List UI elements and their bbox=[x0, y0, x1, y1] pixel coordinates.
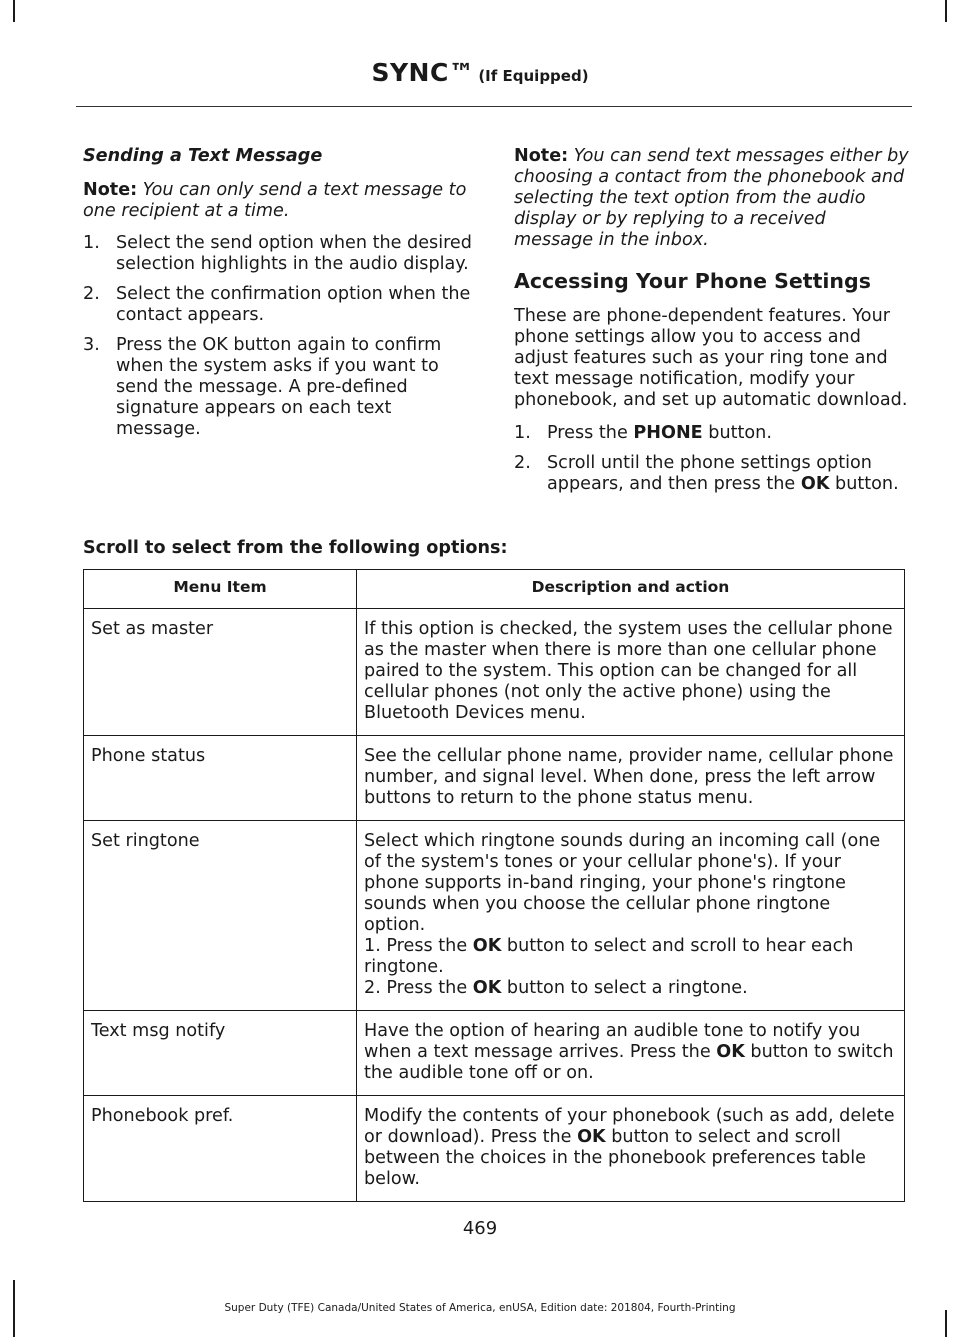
description-text: Select which ringtone sounds during an incoming call (one of the system's tones or your cellular phone's). If your phone supports in-band ringing, your phone's ringtone sounds when you choose the cellular phone ringtone option. bbox=[364, 831, 881, 935]
step-text: button. bbox=[702, 423, 772, 443]
intro-paragraph: These are phone-dependent features. Your phone settings allow you to access and adjust features such as your ring tone and text message notification, modify your phonebook, and set up automatic download. bbox=[514, 306, 908, 410]
step-text: 2. Press the bbox=[364, 978, 473, 998]
step-text: Scroll until the phone settings option appears, and then press the bbox=[547, 453, 872, 494]
step-text: 1. Press the bbox=[364, 936, 473, 956]
header-title: SYNC™ bbox=[371, 58, 475, 87]
description-step bbox=[364, 978, 897, 999]
step-text: Select the send option when the desired selection highlights in the audio display. bbox=[116, 233, 472, 274]
note-text: You can only send a text message to one recipient at a time. bbox=[83, 180, 467, 221]
list-item bbox=[83, 233, 478, 275]
phone-button-label: PHONE bbox=[633, 423, 703, 443]
note-one-recipient bbox=[83, 180, 478, 222]
step-number: 3. bbox=[83, 335, 100, 355]
menu-item-cell: Phone status bbox=[84, 736, 357, 821]
description-cell bbox=[357, 1096, 905, 1202]
description-cell bbox=[357, 821, 905, 1011]
menu-item-cell: Set ringtone bbox=[84, 821, 357, 1011]
left-column bbox=[83, 146, 478, 449]
menu-item-cell: Text msg notify bbox=[84, 1011, 357, 1096]
ok-button-label: OK bbox=[716, 1042, 745, 1062]
header-divider bbox=[76, 106, 912, 107]
ok-button-label: OK bbox=[577, 1127, 606, 1147]
step-number: 1. bbox=[514, 423, 531, 443]
list-item bbox=[514, 453, 910, 495]
column-header-description: Description and action bbox=[357, 570, 905, 609]
send-steps-list bbox=[83, 233, 478, 440]
menu-item-cell: Set as master bbox=[84, 609, 357, 736]
table-header-row bbox=[84, 570, 905, 609]
description-text: Have the option of hearing an audible tone to notify you when a text message arrives. Press the bbox=[364, 1021, 861, 1062]
footer-edition-info: Super Duty (TFE) Canada/United States of America, enUSA, Edition date: 201804, Fourth-Printing bbox=[224, 1302, 736, 1314]
ok-button-label: OK bbox=[800, 474, 830, 494]
table-heading: Scroll to select from the following options: bbox=[83, 538, 508, 558]
header-subtitle: (If Equipped) bbox=[478, 67, 589, 85]
note-label: Note: bbox=[83, 180, 138, 200]
description-text: button to select and scroll between the choices in the phonebook preferences table below. bbox=[364, 1127, 866, 1189]
table-row bbox=[84, 821, 905, 1011]
menu-item-cell: Phonebook pref. bbox=[84, 1096, 357, 1202]
section-heading-phone-settings: Accessing Your Phone Settings bbox=[514, 269, 871, 293]
step-text: Press the OK button again to confirm when the system asks if you want to send the message. A pre-defined signature appears on each text message. bbox=[116, 335, 442, 439]
ok-button-label: OK bbox=[472, 936, 502, 956]
description-cell: If this option is checked, the system uses the cellular phone as the master when there is more than one cellular phone paired to the system. This option can be changed for all cellular phones (not only the active phone) using the Bluetooth Devices menu. bbox=[357, 609, 905, 736]
crop-mark-top-right bbox=[945, 0, 947, 22]
step-text: Press the bbox=[547, 423, 634, 443]
step-text: button to select and scroll to hear each ringtone. bbox=[364, 936, 854, 977]
table-row bbox=[84, 736, 905, 821]
list-item bbox=[514, 423, 910, 444]
table-row bbox=[84, 1011, 905, 1096]
subheading-sending-text: Sending a Text Message bbox=[83, 146, 323, 166]
description-step bbox=[364, 936, 897, 978]
crop-mark-top-left bbox=[13, 0, 15, 22]
note-label: Note: bbox=[514, 146, 569, 166]
list-item bbox=[83, 284, 478, 326]
page-number: 469 bbox=[462, 1218, 498, 1239]
description-cell bbox=[357, 1011, 905, 1096]
step-number: 2. bbox=[83, 284, 100, 304]
crop-mark-bottom-right bbox=[945, 1310, 947, 1337]
step-text: button to select a ringtone. bbox=[501, 978, 748, 998]
step-number: 1. bbox=[83, 233, 100, 253]
description-text: button to switch the audible tone off or on. bbox=[364, 1042, 894, 1083]
table-row bbox=[84, 1096, 905, 1202]
description-cell: See the cellular phone name, provider name, cellular phone number, and signal level. When done, press the left arrow buttons to return to the phone status menu. bbox=[357, 736, 905, 821]
ok-button-label: OK bbox=[472, 978, 502, 998]
note-text-messages bbox=[514, 146, 910, 251]
phone-settings-steps bbox=[514, 423, 910, 495]
table-row bbox=[84, 609, 905, 736]
list-item bbox=[83, 335, 478, 440]
description-text: Modify the contents of your phonebook (such as add, delete or download). Press the bbox=[364, 1106, 895, 1147]
step-text: Select the confirmation option when the contact appears. bbox=[116, 284, 471, 325]
note-text: You can send text messages either by choosing a contact from the phonebook and selecting the text option from the audio display or by replying to a received message in the inbox. bbox=[514, 146, 909, 250]
step-text: button. bbox=[829, 474, 899, 494]
page-header bbox=[0, 58, 960, 87]
phone-settings-table bbox=[83, 569, 905, 1202]
right-column bbox=[514, 146, 910, 504]
step-number: 2. bbox=[514, 453, 531, 473]
column-header-menu-item: Menu Item bbox=[84, 570, 357, 609]
